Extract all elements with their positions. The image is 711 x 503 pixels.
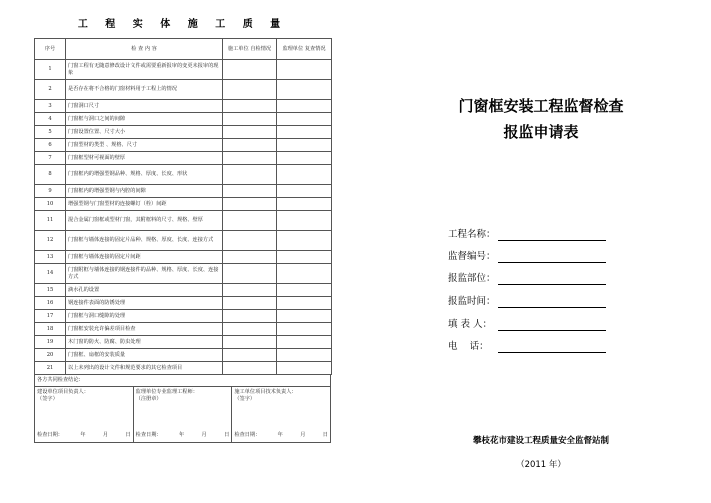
fill-line[interactable] <box>498 262 606 263</box>
field-label: 报监时间： <box>448 296 496 307</box>
row-no: 9 <box>35 185 66 198</box>
supervision-check-cell[interactable] <box>277 100 332 113</box>
supervision-check-cell[interactable] <box>277 198 332 211</box>
fill-line[interactable] <box>498 352 606 353</box>
supervision-check-cell[interactable] <box>277 297 332 310</box>
self-check-cell[interactable] <box>223 60 277 80</box>
check-date <box>234 431 328 438</box>
row-item: 门窗洞口尺寸 <box>66 100 223 113</box>
table-row <box>35 211 332 231</box>
self-check-cell[interactable] <box>223 211 277 231</box>
signature-contractor[interactable] <box>232 387 330 442</box>
phone-field[interactable] <box>448 340 489 354</box>
row-item: 滴水孔的设置 <box>66 284 223 297</box>
signature-note: （签字） <box>234 396 256 402</box>
self-check-cell[interactable] <box>223 185 277 198</box>
self-check-cell[interactable] <box>223 100 277 113</box>
fill-line[interactable] <box>498 240 606 241</box>
row-item: 木门窗的防火、防腐、防虫处理 <box>66 336 223 349</box>
row-item: 门窗框、扇框的安装质量 <box>66 349 223 362</box>
table-row <box>35 100 332 113</box>
supervision-number-field[interactable] <box>448 250 496 264</box>
table-row <box>35 126 332 139</box>
supervision-check-cell[interactable] <box>277 211 332 231</box>
page-subtitle: 报监申请表 <box>503 123 579 141</box>
signature-role: 施工单位项目技术负责人： <box>234 389 297 395</box>
table-row <box>35 336 332 349</box>
table-row <box>35 113 332 126</box>
row-no: 20 <box>35 349 66 362</box>
row-no: 5 <box>35 126 66 139</box>
field-label: 工程名称： <box>448 229 496 240</box>
self-check-cell[interactable] <box>223 323 277 336</box>
supervision-check-cell[interactable] <box>277 264 332 284</box>
row-item: 门窗附框与墙体连接的钢连接件的品种、规格、厚度、长度、连接方式 <box>66 264 223 284</box>
supervision-check-cell[interactable] <box>277 185 332 198</box>
table-row <box>35 165 332 185</box>
check-date-label: 检查日期： <box>234 432 261 438</box>
supervision-check-cell[interactable] <box>277 349 332 362</box>
row-no: 8 <box>35 165 66 185</box>
supervision-check-cell[interactable] <box>277 251 332 264</box>
date-month: 月 <box>201 432 207 438</box>
signature-block <box>34 387 331 443</box>
report-time-field[interactable] <box>448 295 496 309</box>
date-month: 月 <box>300 432 306 438</box>
row-no: 2 <box>35 80 66 100</box>
supervision-check-cell[interactable] <box>277 284 332 297</box>
field-label: 电 话： <box>448 341 489 352</box>
row-item: 门窗框与墙体连接的固定片间距 <box>66 251 223 264</box>
row-item: 门窗框内的增强型钢与内腔的间隙 <box>66 185 223 198</box>
row-item: 混合金属门窗框或型材门窗，其附框料的尺寸、规格、壁厚 <box>66 211 223 231</box>
table-row <box>35 198 332 211</box>
fill-line[interactable] <box>498 307 606 308</box>
date-day: 日 <box>322 432 328 438</box>
page-title: 门窗框安装工程监督检查 <box>458 97 624 115</box>
self-check-cell[interactable] <box>223 165 277 185</box>
self-check-cell[interactable] <box>223 362 277 375</box>
row-item: 门窗框与洞口之间的间隙 <box>66 113 223 126</box>
table-row <box>35 60 332 80</box>
issue-year: （2011 年） <box>516 460 566 470</box>
table-row <box>35 284 332 297</box>
header-item: 检 查 内 容 <box>66 39 223 60</box>
self-check-cell[interactable] <box>223 80 277 100</box>
table-row <box>35 152 332 165</box>
row-item: 以上未列出的设计文件和规范要求的其它检查项目 <box>66 362 223 375</box>
row-no: 15 <box>35 284 66 297</box>
date-year: 年 <box>178 432 185 438</box>
supervision-check-cell[interactable] <box>277 60 332 80</box>
row-no: 14 <box>35 264 66 284</box>
row-no: 11 <box>35 211 66 231</box>
self-check-cell[interactable] <box>223 139 277 152</box>
self-check-cell[interactable] <box>223 126 277 139</box>
row-item: 门窗框安装允许偏差项目检查 <box>66 323 223 336</box>
date-year: 年 <box>277 432 283 438</box>
row-item: 是否存在将不合格的门窗材料用于工程上的情况 <box>66 80 223 100</box>
field-label: 填 表 人： <box>448 319 493 330</box>
supervision-check-cell[interactable] <box>277 310 332 323</box>
table-row <box>35 310 332 323</box>
self-check-cell[interactable] <box>223 336 277 349</box>
supervision-check-cell[interactable] <box>277 113 332 126</box>
date-month: 月 <box>102 432 109 438</box>
self-check-cell[interactable] <box>223 310 277 323</box>
signature-note: （签字） <box>37 396 58 402</box>
row-no: 17 <box>35 310 66 323</box>
row-no: 21 <box>35 362 66 375</box>
signature-supervisor[interactable] <box>134 387 233 442</box>
self-check-cell[interactable] <box>223 264 277 284</box>
check-date <box>136 431 230 438</box>
supervision-check-cell[interactable] <box>277 323 332 336</box>
row-no: 13 <box>35 251 66 264</box>
supervision-check-cell[interactable] <box>277 139 332 152</box>
table-row <box>35 231 332 251</box>
fill-line[interactable] <box>498 330 606 331</box>
inspection-sheet <box>34 12 331 443</box>
row-item: 门窗型材的类型 、规格、尺寸 <box>66 139 223 152</box>
self-check-cell[interactable] <box>223 349 277 362</box>
row-no: 7 <box>35 152 66 165</box>
row-no: 10 <box>35 198 66 211</box>
row-no: 4 <box>35 113 66 126</box>
row-no: 6 <box>35 139 66 152</box>
table-row <box>35 139 332 152</box>
cover-page <box>371 0 711 503</box>
supervision-check-cell[interactable] <box>277 362 332 375</box>
row-no: 12 <box>35 231 66 251</box>
signature-owner[interactable] <box>35 387 134 442</box>
table-row <box>35 80 332 100</box>
signature-role: 建设单位项目负责人： <box>37 389 89 395</box>
row-item: 门窗框型材可视面的壁厚 <box>66 152 223 165</box>
self-check-cell[interactable] <box>223 113 277 126</box>
self-check-cell[interactable] <box>223 297 277 310</box>
check-date-label: 检查日期： <box>37 432 63 438</box>
table-row <box>35 251 332 264</box>
issuing-organization: 攀枝花市建设工程质量安全监督站制 <box>472 436 609 446</box>
filler-field[interactable] <box>448 318 492 332</box>
supervision-check-cell[interactable] <box>277 152 332 165</box>
supervision-check-cell[interactable] <box>277 126 332 139</box>
signature-note: （注册章） <box>135 396 162 402</box>
table-row <box>35 323 332 336</box>
supervision-check-cell[interactable] <box>277 231 332 251</box>
self-check-cell[interactable] <box>223 284 277 297</box>
supervision-check-cell[interactable] <box>277 336 332 349</box>
self-check-cell[interactable] <box>223 198 277 211</box>
date-day: 日 <box>125 432 131 438</box>
row-item: 钢连接件表面的防锈处理 <box>66 297 223 310</box>
header-supervision-check: 监理单位 复查情况 <box>277 39 332 60</box>
self-check-cell[interactable] <box>223 152 277 165</box>
field-label: 监督编号： <box>448 251 496 262</box>
row-item: 门窗工程有无随意修改设计文件或需要重新报审的变更未报审的现象 <box>66 60 223 80</box>
fill-line[interactable] <box>498 284 606 285</box>
row-item: 门窗框与洞口缝隙的处理 <box>66 310 223 323</box>
conclusion-label: 各方共同检查结论： <box>34 375 331 387</box>
self-check-cell[interactable] <box>223 251 277 264</box>
date-year: 年 <box>80 432 86 438</box>
row-item: 门窗框内的增强型钢品种、规格、厚度、长度、形状 <box>66 165 223 185</box>
table-row <box>35 362 332 375</box>
date-day: 日 <box>224 432 230 438</box>
project-name-field[interactable] <box>448 228 496 242</box>
row-no: 19 <box>35 336 66 349</box>
row-no: 1 <box>35 60 66 80</box>
table-row <box>35 349 332 362</box>
row-no: 18 <box>35 323 66 336</box>
table-row <box>35 185 332 198</box>
header-no: 序号 <box>35 39 66 60</box>
sheet-title: 工 程 实 体 施 工 质 量 <box>77 19 288 30</box>
self-check-cell[interactable] <box>223 231 277 251</box>
table-row <box>35 297 332 310</box>
supervision-check-cell[interactable] <box>277 165 332 185</box>
row-item: 门窗设置位置、尺寸大小 <box>66 126 223 139</box>
table-row <box>35 264 332 284</box>
row-item: 门窗框与墙体连接的固定片品种、规格、厚度、长度、连接方式 <box>66 231 223 251</box>
check-date-label: 检查日期： <box>135 432 162 438</box>
check-date <box>37 431 131 438</box>
row-item: 增强型钢与门窗型材的连接螺钉（栓）间距 <box>66 198 223 211</box>
table-header-row <box>35 39 332 60</box>
header-self-check: 施工单位 自检情况 <box>223 39 277 60</box>
report-part-field[interactable] <box>448 272 496 286</box>
signature-role: 监理单位专业监理工程师： <box>135 389 198 395</box>
supervision-check-cell[interactable] <box>277 80 332 100</box>
row-no: 3 <box>35 100 66 113</box>
inspection-table <box>34 38 332 375</box>
row-no: 16 <box>35 297 66 310</box>
field-label: 报监部位： <box>448 273 496 284</box>
